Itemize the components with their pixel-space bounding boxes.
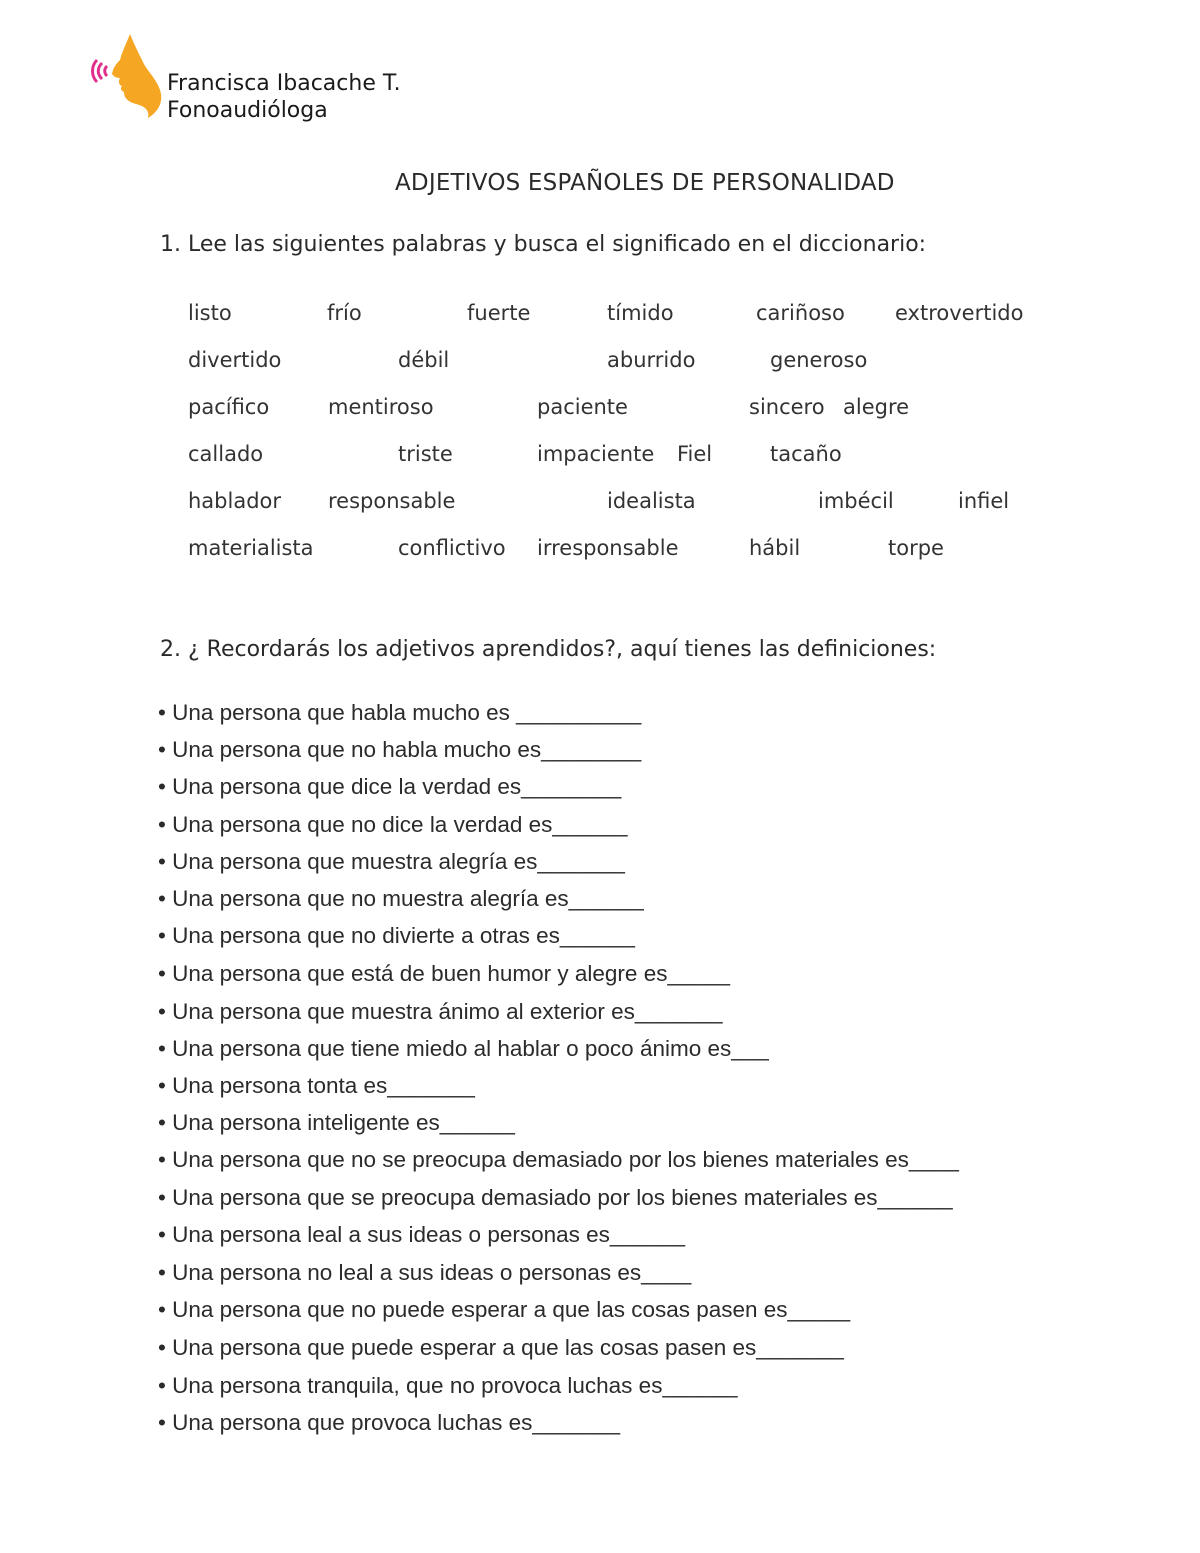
- word: listo: [188, 301, 232, 325]
- section1-instruction: 1. Lee las siguientes palabras y busca el significado en el diccionario:: [160, 232, 927, 257]
- word: responsable: [328, 489, 456, 513]
- word: cariñoso: [756, 301, 845, 325]
- word: infiel: [958, 489, 1010, 513]
- author-title: Fonoaudióloga: [167, 98, 328, 123]
- word: mentiroso: [328, 395, 434, 419]
- word: imbécil: [818, 489, 894, 513]
- word: irresponsable: [537, 536, 679, 560]
- word: callado: [188, 442, 264, 466]
- word: extrovertido: [895, 301, 1024, 325]
- word: tacaño: [770, 442, 842, 466]
- word: débil: [398, 348, 450, 372]
- definition-item: • Una persona que muestra alegría es_______: [158, 849, 625, 874]
- word: fuerte: [467, 301, 531, 325]
- definition-item: • Una persona que se preocupa demasiado por los bienes materiales es______: [158, 1185, 953, 1210]
- word: torpe: [888, 536, 944, 560]
- definition-item: • Una persona tranquila, que no provoca luchas es______: [158, 1373, 738, 1398]
- definition-item: • Una persona que puede esperar a que las cosas pasen es_______: [158, 1335, 844, 1360]
- definition-item: • Una persona que tiene miedo al hablar o poco ánimo es___: [158, 1036, 769, 1061]
- word: aburrido: [607, 348, 696, 372]
- definition-item: • Una persona que muestra ánimo al exterior es_______: [158, 999, 723, 1024]
- definition-item: • Una persona inteligente es______: [158, 1110, 515, 1135]
- worksheet-title: ADJETIVOS ESPAÑOLES DE PERSONALIDAD: [395, 170, 895, 196]
- definition-item: • Una persona leal a sus ideas o personas es______: [158, 1222, 685, 1247]
- definition-item: • Una persona que no se preocupa demasiado por los bienes materiales es____: [158, 1147, 959, 1172]
- author-name: Francisca Ibacache T.: [167, 71, 401, 96]
- word: conflictivo: [398, 536, 506, 560]
- word: paciente: [537, 395, 628, 419]
- word: idealista: [607, 489, 696, 513]
- speech-therapy-logo-icon: [86, 30, 168, 122]
- definition-item: • Una persona que no muestra alegría es______: [158, 886, 644, 911]
- definition-item: • Una persona que no habla mucho es________: [158, 737, 642, 762]
- section2-instruction: 2. ¿ Recordarás los adjetivos aprendidos?, aquí tienes las definiciones:: [160, 637, 937, 662]
- word: generoso: [770, 348, 868, 372]
- word: hábil: [749, 536, 801, 560]
- definition-item: • Una persona que está de buen humor y alegre es_____: [158, 961, 731, 986]
- definition-item: • Una persona tonta es_______: [158, 1073, 475, 1098]
- word: alegre: [843, 395, 910, 419]
- word: frío: [327, 301, 362, 325]
- definition-item: • Una persona que no divierte a otras es______: [158, 923, 635, 948]
- word: hablador: [188, 489, 282, 513]
- word: impaciente: [537, 442, 655, 466]
- word: Fiel: [677, 442, 713, 466]
- word: triste: [398, 442, 453, 466]
- definition-item: • Una persona no leal a sus ideas o personas es____: [158, 1260, 692, 1285]
- word: materialista: [188, 536, 314, 560]
- word: sincero: [749, 395, 825, 419]
- definition-item: • Una persona que no dice la verdad es______: [158, 812, 628, 837]
- definition-item: • Una persona que dice la verdad es________: [158, 774, 622, 799]
- definition-item: • Una persona que habla mucho es __________: [158, 700, 642, 725]
- definition-item: • Una persona que provoca luchas es_______: [158, 1410, 620, 1435]
- word: pacífico: [188, 395, 270, 419]
- word: divertido: [188, 348, 282, 372]
- word: tímido: [607, 301, 674, 325]
- definition-item: • Una persona que no puede esperar a que las cosas pasen es_____: [158, 1297, 851, 1322]
